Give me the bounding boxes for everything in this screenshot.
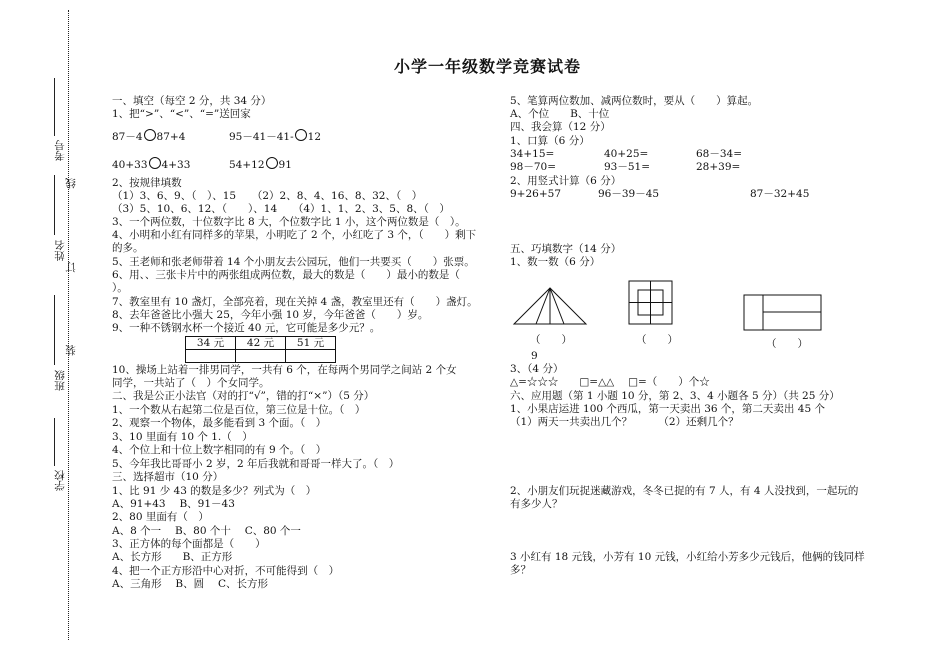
s3-q2-options: A、8 个一 B、80 个十 C、80 个一 xyxy=(112,525,301,537)
q6-text-a: 6、用、、三张卡片中的两张组成两位数，最大的数是（ ）最小的数是（ xyxy=(112,269,460,281)
calc-item: 34+15= xyxy=(510,148,555,160)
answer-circle[interactable] xyxy=(144,129,156,141)
s3-q4: 4、把一个正方形沿中心对折，不可能得到（ ） xyxy=(112,565,340,577)
q8-text: 8、去年爸爸比小强大 25，今年小强 10 岁，今年爸爸（ ）岁。 xyxy=(112,309,429,321)
calc-item: 40+25= xyxy=(604,148,649,160)
count-answer-2[interactable]: （ ） xyxy=(636,334,678,346)
s3-q3: 3、正方体的每个面都是（ ） xyxy=(112,538,266,550)
section-4-heading: 四、我会算（12 分） xyxy=(510,121,611,133)
q4-text-b: 的多。 xyxy=(112,242,144,254)
q5-text: 5、王老师和张老师带着 14 个小朋友去公园玩，他们一共要买（ ）张票。 xyxy=(112,256,475,268)
answer-circle[interactable] xyxy=(295,129,307,141)
price-cell: 34 元 xyxy=(186,337,236,350)
q1-compare-b: 95－41－41- 12 xyxy=(229,131,322,143)
q2-text: 2、按规律填数 xyxy=(112,177,182,189)
section-2-heading: 二、我是公正小法官（对的打“√”，错的打“×”）（5 分） xyxy=(112,390,375,402)
q9-text: 9、一种不锈钢水杯一个接近 40 元，它可能是多少元？。 xyxy=(112,322,381,334)
answer-cell[interactable] xyxy=(236,350,286,363)
s5-q3-equation: △=☆☆☆ □=△△ □=（ ）个☆ xyxy=(510,376,710,388)
q3-text: 3、一个两位数，十位数字比 8 大，个位数字比 1 小，这个两位数是（ ）。 xyxy=(112,216,466,228)
binding-mark-bind: 装 xyxy=(65,345,77,356)
s3-q4-options: A、三角形 B、圆 C、长方形 xyxy=(112,578,269,590)
binding-mark-order: 订 xyxy=(65,262,77,273)
s3-q1: 1、比 91 少 43 的数是多少？列式为（ ） xyxy=(112,485,317,497)
calc-item: 98－70= xyxy=(510,161,557,173)
binding-label-exam-no: 考号 xyxy=(54,140,66,161)
s4-q2: 2、用竖式计算（6 分） xyxy=(510,175,622,187)
s3-q3-options: A、长方形 B、正方形 xyxy=(112,551,233,563)
answer-cell[interactable] xyxy=(286,350,336,363)
s2-q2: 2、观察一个物体，最多能看到 3 个面。（ ） xyxy=(112,417,327,429)
school-underline xyxy=(54,418,55,466)
section-1-heading: 一、填空（每空 2 分，共 34 分） xyxy=(112,95,272,107)
s6-q1-sub: （1）两天一共卖出几个？ （2）还剩几个？ xyxy=(510,416,739,428)
nested-square-figure xyxy=(628,280,674,326)
count-answer-1[interactable]: （ ） xyxy=(530,334,572,346)
stray-digit: 9 xyxy=(531,350,538,362)
s2-q4: 4、个位上和十位上数字相同的有 9 个。（ ） xyxy=(112,444,327,456)
s6-q2-a: 2、小朋友们玩捉迷藏游戏，冬冬已捉的有 7 人，有 4 人没找到，一起玩的 xyxy=(510,485,859,497)
s6-q1: 1、小果店运进 100 个西瓜，第一天卖出 36 个，第二天卖出 45 个 xyxy=(510,403,825,415)
s6-q2-b: 有多少人？ xyxy=(510,498,563,510)
answer-cell[interactable] xyxy=(186,350,236,363)
q1-compare-d: 54+12 91 xyxy=(229,159,292,171)
vertical-calc-item: 9+26+57 xyxy=(510,188,561,200)
s4-q1: 1、口算（6 分） xyxy=(510,135,590,147)
s2-q1: 1、一个数从右起第二位是百位，第三位是十位。（ ） xyxy=(112,404,366,416)
s3-q2: 2、80 里面有（ ） xyxy=(112,511,209,523)
binding-label-school: 学校 xyxy=(54,470,66,491)
q2-line-2: （3）5、10、6、12、（ ）、14 （4）1、1、2、3、5、8、（ ） xyxy=(112,203,450,215)
exam-no-underline xyxy=(54,78,55,136)
binding-label-class: 班级 xyxy=(54,370,66,391)
s5-q3: 3、（4 分） xyxy=(510,363,564,375)
s5-q1: 1、数一数（6 分） xyxy=(510,256,601,268)
s3-q5: 5、笔算两位数加、减两位数时，要从（ ）算起。 xyxy=(510,95,759,107)
count-answer-3[interactable]: （ ） xyxy=(766,338,808,350)
q10-text-b: 同学，一共站了（ ）个女同学。 xyxy=(112,377,270,389)
s3-q5-options: A、个位 B、十位 xyxy=(510,108,610,120)
section-5-heading: 五、巧填数字（14 分） xyxy=(510,243,622,255)
calc-item: 28+39= xyxy=(696,161,741,173)
q6-text-b: ）。 xyxy=(112,282,128,294)
triangle-figure xyxy=(512,286,588,328)
calc-item: 93－51= xyxy=(604,161,651,173)
price-cell: 51 元 xyxy=(286,337,336,350)
binding-label-name: 姓名 xyxy=(54,240,66,261)
section-6-heading: 六、应用题（第 1 小题 10 分，第 2、3、4 小题各 5 分）（共 25 分） xyxy=(510,390,840,402)
s6-q3-a: 3 小红有 18 元钱，小芳有 10 元钱，小红给小芳多少元钱后，他俩的钱同样 xyxy=(510,551,865,563)
s3-q1-options: A、91+43 B、91－43 xyxy=(112,498,235,510)
s2-q3: 3、10 里面有 10 个 1.（ ） xyxy=(112,431,253,443)
name-underline xyxy=(54,175,55,235)
binding-mark-line: 线 xyxy=(65,178,77,189)
answer-circle[interactable] xyxy=(149,157,161,169)
s6-q3-b: 多？ xyxy=(510,564,531,576)
q4-text-a: 4、小明和小红有同样多的苹果，小明吃了 2 个，小红吃了 3 个，（ ）剩下 xyxy=(112,229,477,241)
q1-compare-a: 87－4 87+4 xyxy=(112,131,186,143)
binding-dotted-line xyxy=(68,10,69,640)
section-3-heading: 三、选择超市（10 分） xyxy=(112,471,224,483)
page-title: 小学一年级数学竞赛试卷 xyxy=(394,57,582,76)
q1-compare-c: 40+33 4+33 xyxy=(112,159,191,171)
vertical-calc-item: 96－39－45 xyxy=(598,188,660,200)
q1-text: 1、把“>”、“<”、“=”送回家 xyxy=(112,108,251,120)
calc-item: 68－34= xyxy=(696,148,743,160)
answer-circle[interactable] xyxy=(266,157,278,169)
price-table xyxy=(185,336,336,363)
vertical-calc-item: 87－32+45 xyxy=(750,188,810,200)
price-cell: 42 元 xyxy=(236,337,286,350)
s2-q5: 5、今年我比哥哥小 2 岁，2 年后我就和哥哥一样大了。（ ） xyxy=(112,458,400,470)
class-underline xyxy=(54,295,55,365)
q7-text: 7、教室里有 10 盏灯，全部亮着，现在关掉 4 盏，教室里还有（ ）盏灯。 xyxy=(112,296,478,308)
rectangle-figure xyxy=(743,294,823,332)
q2-line-1: （1）3、6、9、（ ）、15 （2）2、8、4、16、8、32、（ ） xyxy=(112,190,423,202)
q10-text-a: 10、操场上站着一排男同学，一共有 6 个，在每两个男同学之间站 2 个女 xyxy=(112,364,457,376)
